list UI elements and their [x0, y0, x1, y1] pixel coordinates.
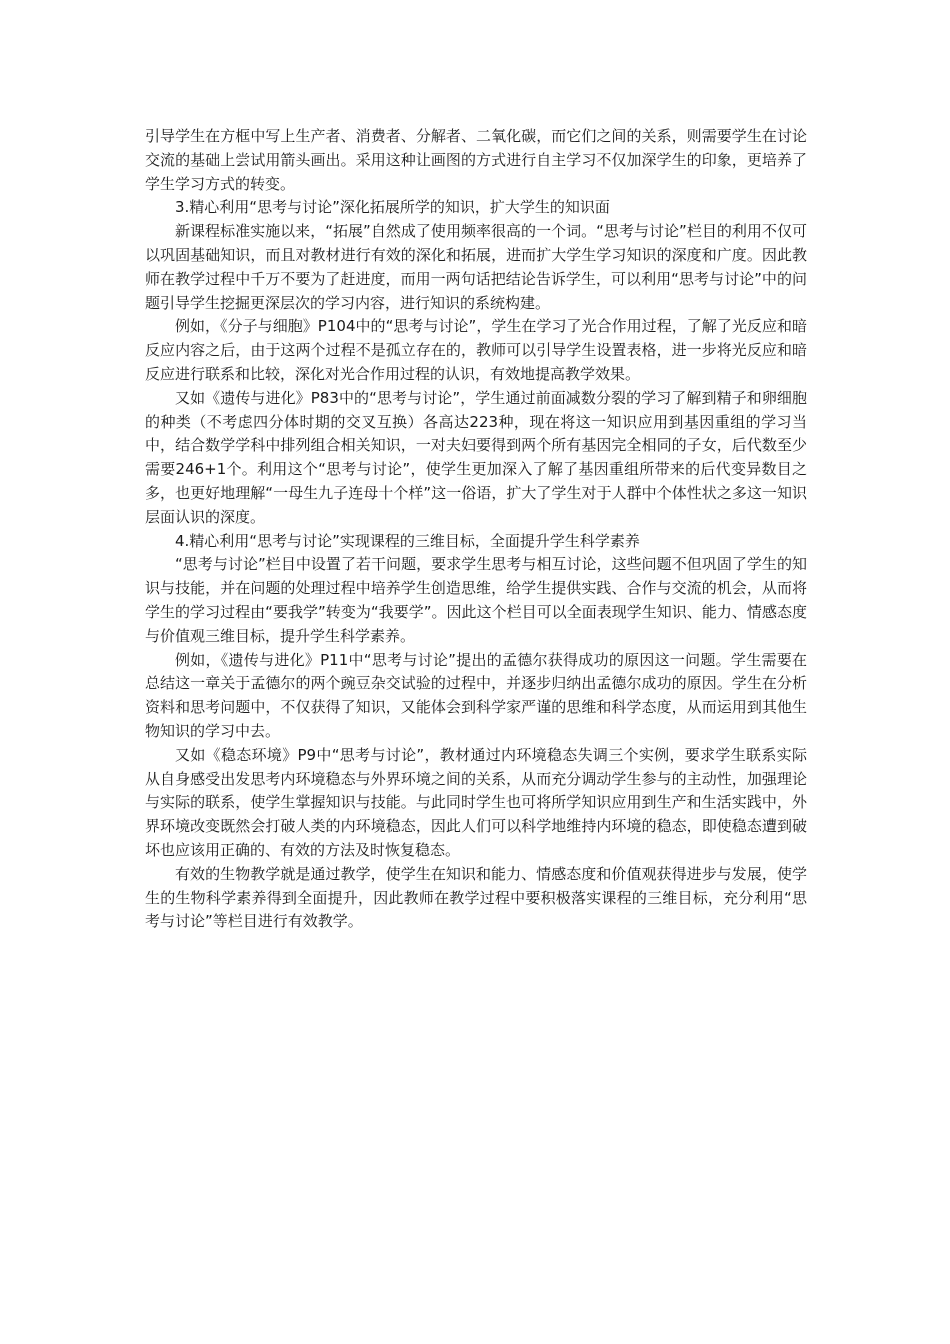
paragraph: 又如《稳态环境》P9中“思考与讨论”，教材通过内环境稳态失调三个实例，要求学生联系实际从自身感受出发思考内环境稳态与外界环境之间的关系，从而充分调动学生参与的主动性，加强理论与实际的联系，使学生掌握知识与技能。与此同时学生也可将所学知识应用到生产和生活实践中，外界环境改变既然会打破人类的内环境稳态，因此人们可以科学地维持内环境的稳态，即使稳态遭到破坏也应该用正确的、有效的方法及时恢复稳态。	[145, 745, 807, 859]
paragraph: “思考与讨论”栏目中设置了若干问题，要求学生思考与相互讨论，这些问题不但巩固了学生的知识与技能，并在问题的处理过程中培养学生创造思维，给学生提供实践、合作与交流的机会，从而将学生的学习过程由“要我学”转变为“我要学”。因此这个栏目可以全面表现学生知识、能力、情感态度与价值观三维目标，提升学生科学素养。	[145, 555, 807, 645]
paragraph: 又如《遗传与进化》P83中的“思考与讨论”，学生通过前面减数分裂的学习了解到精子和卵细胞的种类（不考虑四分体时期的交叉互换）各高达223种，现在将这一知识应用到基因重组的学习当中，结合数学学科中排列组合相关知识，一对夫妇要得到两个所有基因完全相同的子女，后代数至少需要246+1个。利用这个“思考与讨论”，使学生更加深入了解了基因重组所带来的后代变异数目之多，也更好地理解“一母生九子连母十个样”这一俗语，扩大了学生对于人群中个体性状之多这一知识层面认识的深度。	[145, 388, 807, 526]
paragraph: 例如，《遗传与进化》P11中“思考与讨论”提出的孟德尔获得成功的原因这一问题。学生需要在总结这一章关于孟德尔的两个豌豆杂交试验的过程中，并逐步归纳出孟德尔成功的原因。学生在分析资料和思考问题中，不仅获得了知识，又能体会到科学家严谨的思维和科学态度，从而运用到其他生物知识的学习中去。	[145, 650, 807, 740]
paragraph-conclusion: 有效的生物教学就是通过教学，使学生在知识和能力、情感态度和价值观获得进步与发展，使学生的生物科学素养得到全面提升，因此教师在教学过程中要积极落实课程的三维目标，充分利用“思考与讨论”等栏目进行有效教学。	[145, 864, 807, 931]
section-heading-3: 3.精心利用“思考与讨论”深化拓展所学的知识，扩大学生的知识面	[175, 198, 610, 217]
section-heading-4: 4.精心利用“思考与讨论”实现课程的三维目标，全面提升学生科学素养	[175, 531, 640, 550]
paragraph-continuation: 引导学生在方框中写上生产者、消费者、分解者、二氧化碳，而它们之间的关系，则需要学生在讨论交流的基础上尝试用箭头画出。采用这种让画图的方式进行自主学习不仅加深学生的印象，更培养了学生学习方式的转变。	[145, 127, 807, 193]
paragraph: 例如，《分子与细胞》P104中的“思考与讨论”，学生在学习了光合作用过程，了解了光反应和暗反应内容之后，由于这两个过程不是孤立存在的，教师可以引导学生设置表格，进一步将光反应和暗反应进行联系和比较，深化对光合作用过程的认识，有效地提高教学效果。	[145, 317, 807, 383]
paragraph: 新课程标准实施以来，“拓展”自然成了使用频率很高的一个词。“思考与讨论”栏目的利用不仅可以巩固基础知识，而且对教材进行有效的深化和拓展，进而扩大学生学习知识的深度和广度。因此教师在教学过程中千万不要为了赶进度，而用一两句话把结论告诉学生，可以利用“思考与讨论”中的问题引导学生挖掘更深层次的学习内容，进行知识的系统构建。	[145, 222, 807, 312]
document-body	[145, 125, 807, 934]
